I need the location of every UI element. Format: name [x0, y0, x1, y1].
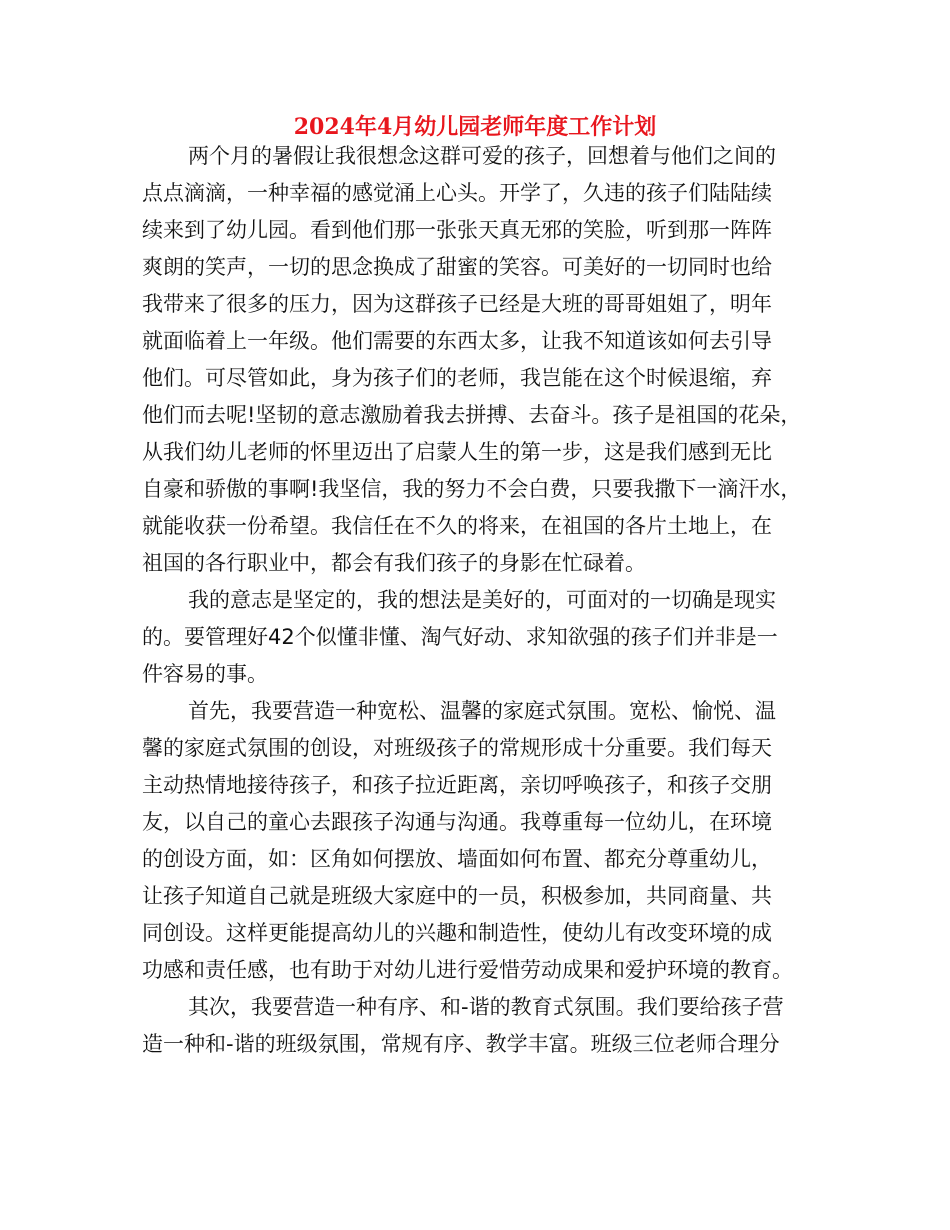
body-text-line: 友，以自己的童心去跟孩子沟通与沟通。我尊重每一位幼儿，在环境 — [142, 810, 772, 834]
body-text-line: 我的意志是坚定的，我的想法是美好的，可面对的一切确是现实 — [188, 588, 776, 612]
body-text-line: 功感和责任感，也有助于对幼儿进行爱惜劳动成果和爱护环境的教育。 — [142, 958, 793, 982]
body-text-line: 就能收获一份希望。我信任在不久的将来，在祖国的各片土地上，在 — [142, 514, 772, 538]
body-text-line: 馨的家庭式氛围的创设，对班级孩子的常规形成十分重要。我们每天 — [142, 736, 772, 760]
body-text-line: 他们。可尽管如此，身为孩子们的老师，我岂能在这个时候退缩，弃 — [142, 366, 772, 390]
body-text-line: 就面临着上一年级。他们需要的东西太多，让我不知道该如何去引导 — [142, 329, 772, 353]
body-text-line: 自豪和骄傲的事啊!我坚信，我的努力不会白费，只要我撒下一滴汗水， — [142, 477, 802, 501]
body-text-line: 续来到了幼儿园。看到他们那一张张天真无邪的笑脸，听到那一阵阵 — [142, 218, 772, 242]
document-body — [142, 138, 812, 1063]
body-text-line: 点点滴滴，一种幸福的感觉涌上心头。开学了，久违的孩子们陆陆续 — [142, 181, 772, 205]
body-text-line: 其次，我要营造一种有序、和-谐的教育式氛围。我们要给孩子营 — [188, 995, 784, 1019]
body-text-line: 造一种和-谐的班级氛围，常规有序、教学丰富。班级三位老师合理分 — [142, 1032, 780, 1056]
body-text-line: 祖国的各行职业中，都会有我们孩子的身影在忙碌着。 — [142, 551, 646, 575]
body-text-line: 让孩子知道自己就是班级大家庭中的一员，积极参加，共同商量、共 — [142, 884, 772, 908]
body-text-line: 两个月的暑假让我很想念这群可爱的孩子，回想着与他们之间的 — [188, 144, 776, 168]
body-text-line: 主动热情地接待孩子，和孩子拉近距离，亲切呼唤孩子，和孩子交朋 — [142, 773, 772, 797]
body-text-line: 我带来了很多的压力，因为这群孩子已经是大班的哥哥姐姐了，明年 — [142, 292, 772, 316]
body-text-line: 的。要管理好42个似懂非懂、淘气好动、求知欲强的孩子们并非是一 — [142, 625, 778, 649]
body-text-line: 同创设。这样更能提高幼儿的兴趣和制造性，使幼儿有改变环境的成 — [142, 921, 772, 945]
body-text-line: 件容易的事。 — [142, 662, 268, 686]
body-text-line: 他们而去呢!坚韧的意志激励着我去拼搏、去奋斗。孩子是祖国的花朵， — [142, 403, 802, 427]
body-text-line: 首先，我要营造一种宽松、温馨的家庭式氛围。宽松、愉悦、温 — [188, 699, 776, 723]
body-text-line: 的创设方面，如：区角如何摆放、墙面如何布置、都充分尊重幼儿， — [142, 847, 772, 871]
body-text-line: 从我们幼儿老师的怀里迈出了启蒙人生的第一步，这是我们感到无比 — [142, 440, 772, 464]
document-title: 2024年4月幼儿园老师年度工作计划 — [293, 114, 657, 140]
body-text-line: 爽朗的笑声，一切的思念换成了甜蜜的笑容。可美好的一切同时也给 — [142, 255, 772, 279]
